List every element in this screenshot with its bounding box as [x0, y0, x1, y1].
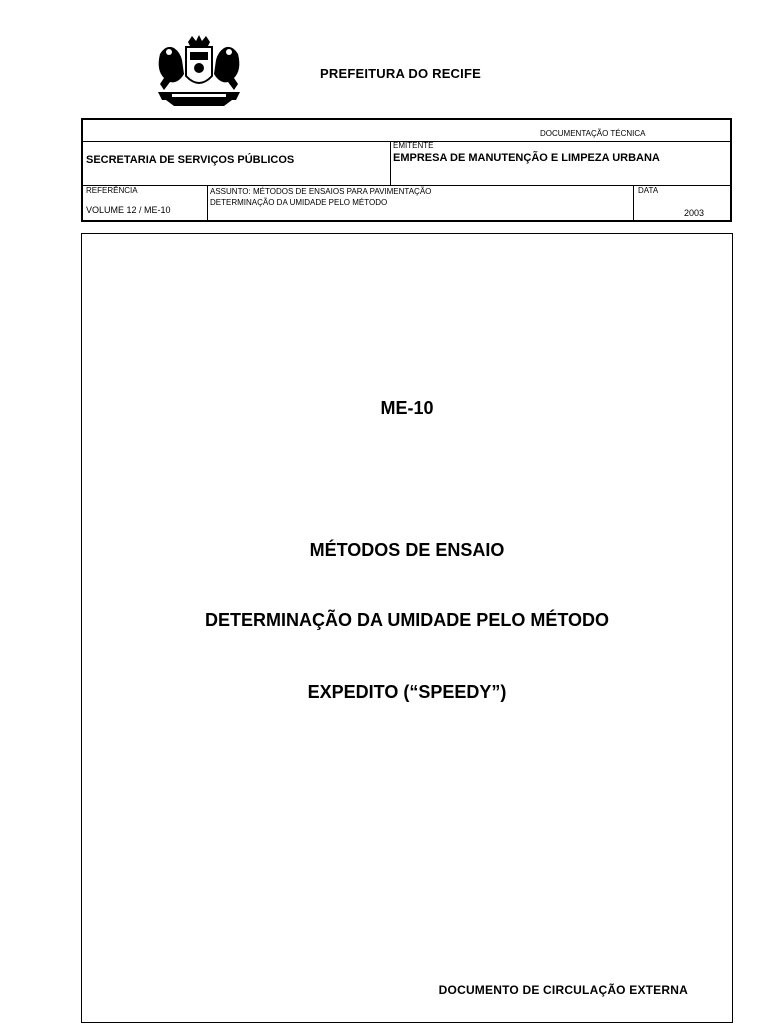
title-line-1: MÉTODOS DE ENSAIO	[309, 540, 505, 560]
assunto-line-1: ASSUNTO: MÉTODOS DE ENSAIOS PARA PAVIMENTAÇÃO	[210, 187, 432, 196]
data-label: DATA	[638, 186, 659, 195]
data-value: 2003	[684, 208, 705, 218]
emitente: EMPRESA DE MANUTENÇÃO E LIMPEZA URBANA	[393, 152, 660, 164]
assunto-line-2: DETERMINAÇÃO DA UMIDADE PELO MÉTODO	[210, 198, 388, 207]
secretaria: SECRETARIA DE SERVIÇOS PÚBLICOS	[86, 154, 295, 166]
title-line-2: DETERMINAÇÃO DA UMIDADE PELO MÉTODO	[204, 610, 609, 630]
title-line-3: EXPEDITO (“SPEEDY”)	[307, 682, 507, 702]
document-body	[81, 233, 733, 1023]
document-header-table	[81, 118, 732, 222]
circulation-note: DOCUMENTO DE CIRCULAÇÃO EXTERNA	[438, 983, 688, 997]
referencia: VOLUME 12 / ME-10	[86, 205, 171, 215]
doc-type: DOCUMENTAÇÃO TÉCNICA	[540, 129, 646, 138]
document-code: ME-10	[380, 398, 434, 418]
referencia-label: REFERÊNCIA	[86, 186, 138, 195]
city-coat-of-arms-icon	[152, 34, 246, 106]
org-name: PREFEITURA DO RECIFE	[320, 66, 481, 81]
emitente-label: EMITENTE	[393, 141, 434, 150]
